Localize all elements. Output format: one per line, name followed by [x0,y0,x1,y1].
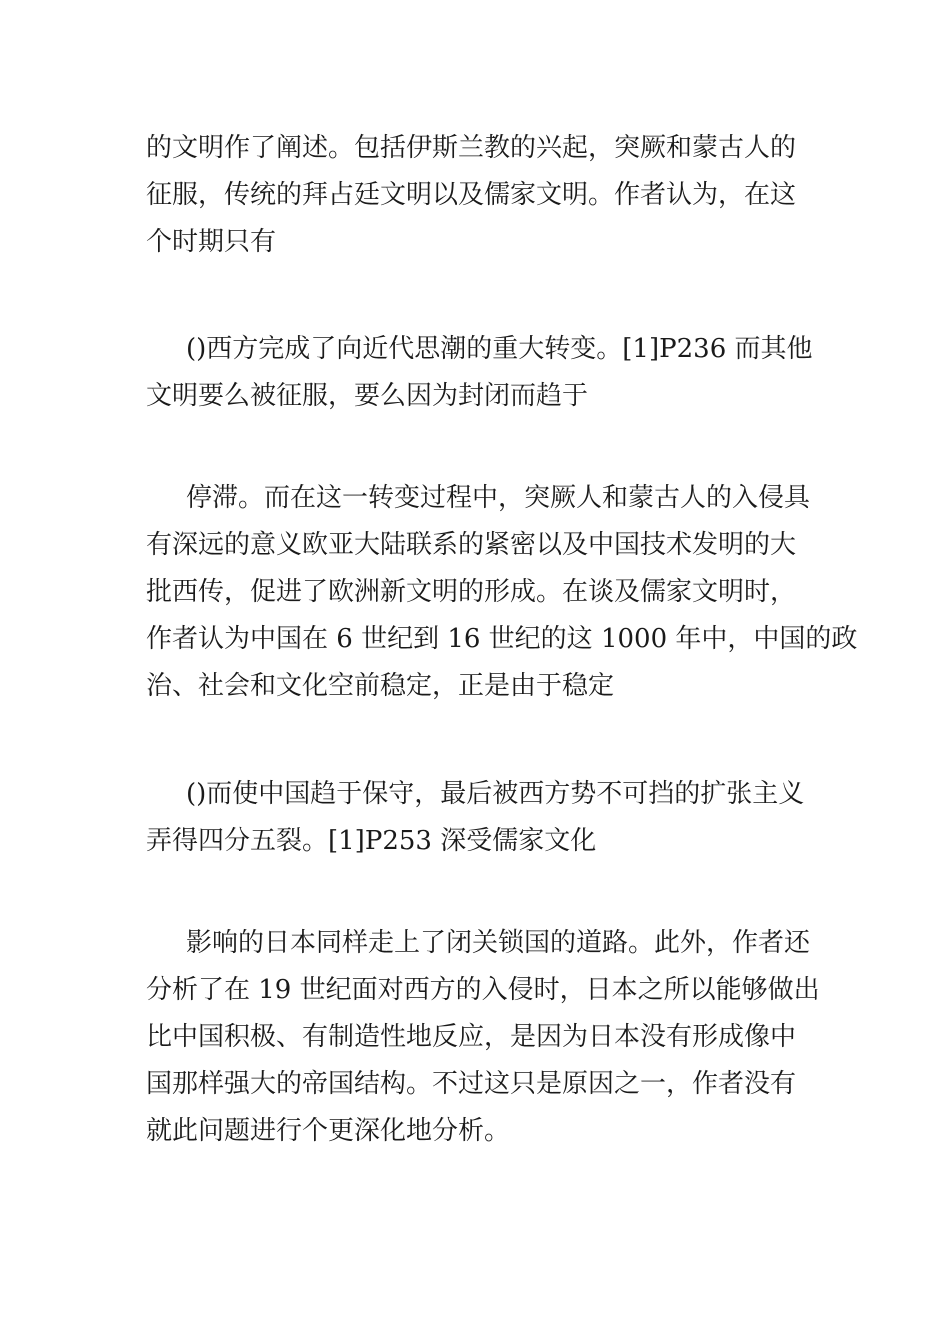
text-line: 治、社会和文化空前稳定，正是由于稳定 [146,671,615,701]
text-line: 文明要么被征服，要么因为封闭而趋于 [146,381,589,411]
text-line: 个时期只有 [146,227,277,257]
text-line: ()而使中国趋于保守，最后被西方势不可挡的扩张主义 [186,779,805,809]
text-line: 国那样强大的帝国结构。不过这只是原因之一，作者没有 [146,1069,797,1099]
text-line: 有深远的意义欧亚大陆联系的紧密以及中国技术发明的大 [146,530,797,560]
text-line: 比中国积极、有制造性地反应，是因为日本没有形成像中 [146,1022,797,1052]
paragraph-1 [146,125,810,266]
text-line: ()西方完成了向近代思潮的重大转变。[1]P236 而其他 [186,334,813,364]
text-line: 就此问题进行个更深化地分析。 [146,1116,511,1146]
paragraph-3 [146,475,858,710]
text-line: 作者认为中国在 6 世纪到 16 世纪的这 1000 年中，中国的政 [146,624,858,654]
paragraph-4 [146,771,810,865]
text-line: 停滞。而在这一转变过程中，突厥人和蒙古人的入侵具 [186,483,811,513]
text-line: 征服，传统的拜占廷文明以及儒家文明。作者认为，在这 [146,180,797,210]
text-line: 分析了在 19 世纪面对西方的入侵时，日本之所以能够做出 [146,975,820,1005]
text-line: 弄得四分五裂。[1]P253 深受儒家文化 [146,826,597,856]
text-line: 影响的日本同样走上了闭关锁国的道路。此外，作者还 [186,928,811,958]
text-line: 的文明作了阐述。包括伊斯兰教的兴起，突厥和蒙古人的 [146,133,797,163]
text-line: 批西传，促进了欧洲新文明的形成。在谈及儒家文明时， [146,577,797,607]
paragraph-2 [146,326,813,420]
paragraph-5 [146,920,820,1155]
